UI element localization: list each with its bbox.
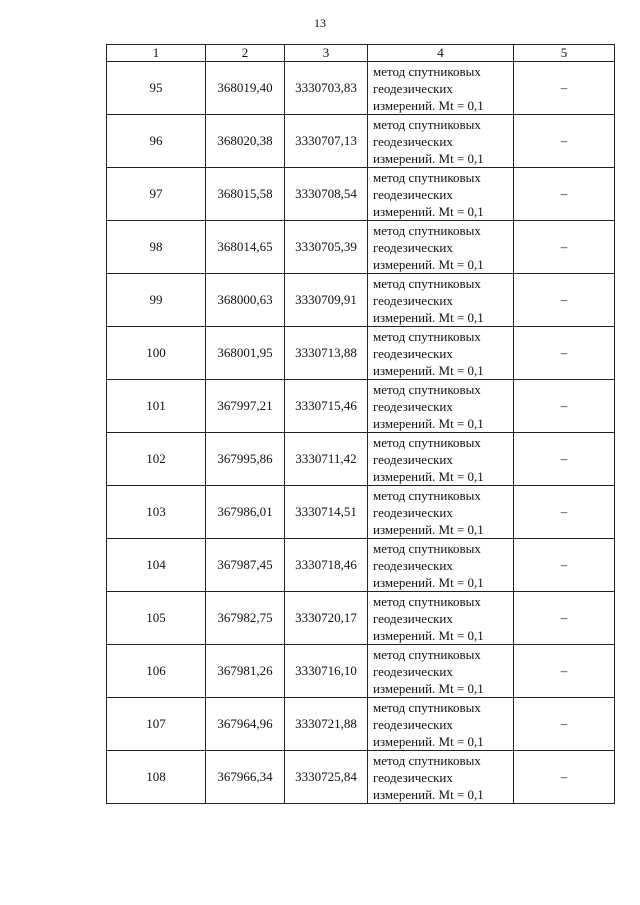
table-row bbox=[107, 751, 615, 804]
point-number-cell: 105 bbox=[107, 592, 206, 645]
x-coordinate-cell: 367981,26 bbox=[206, 645, 285, 698]
table-row bbox=[107, 327, 615, 380]
y-coordinate-cell: 3330715,46 bbox=[285, 380, 368, 433]
point-number-cell: 99 bbox=[107, 274, 206, 327]
method-text-line: измерений. Mt = 0,1 bbox=[373, 256, 484, 272]
method-text-line: измерений. Mt = 0,1 bbox=[373, 680, 484, 696]
method-cell bbox=[368, 221, 514, 274]
method-text-line: геодезических bbox=[373, 769, 453, 785]
y-coordinate-cell: 3330711,42 bbox=[285, 433, 368, 486]
method-text-line: метод спутниковых bbox=[373, 328, 481, 344]
point-number-cell: 102 bbox=[107, 433, 206, 486]
point-number-cell: 95 bbox=[107, 62, 206, 115]
method-text-line: метод спутниковых bbox=[373, 434, 481, 450]
note-cell: – bbox=[514, 592, 615, 645]
table-row bbox=[107, 62, 615, 115]
method-text-line: геодезических bbox=[373, 610, 453, 626]
point-number-cell: 106 bbox=[107, 645, 206, 698]
method-text-line: геодезических bbox=[373, 80, 453, 96]
method-text-line: геодезических bbox=[373, 239, 453, 255]
x-coordinate-cell: 367997,21 bbox=[206, 380, 285, 433]
method-cell bbox=[368, 433, 514, 486]
note-cell: – bbox=[514, 327, 615, 380]
point-number-cell: 97 bbox=[107, 168, 206, 221]
method-text-line: метод спутниковых bbox=[373, 752, 481, 768]
method-text-line: геодезических bbox=[373, 663, 453, 679]
method-text-line: метод спутниковых bbox=[373, 381, 481, 397]
method-cell bbox=[368, 327, 514, 380]
note-cell: – bbox=[514, 539, 615, 592]
table-row bbox=[107, 539, 615, 592]
y-coordinate-cell: 3330720,17 bbox=[285, 592, 368, 645]
table-row bbox=[107, 168, 615, 221]
method-text-line: метод спутниковых bbox=[373, 593, 481, 609]
method-text-line: геодезических bbox=[373, 133, 453, 149]
table-row bbox=[107, 698, 615, 751]
method-text-line: геодезических bbox=[373, 451, 453, 467]
note-cell: – bbox=[514, 115, 615, 168]
x-coordinate-cell: 368014,65 bbox=[206, 221, 285, 274]
x-coordinate-cell: 367966,34 bbox=[206, 751, 285, 804]
y-coordinate-cell: 3330725,84 bbox=[285, 751, 368, 804]
method-text-line: метод спутниковых bbox=[373, 275, 481, 291]
x-coordinate-cell: 367995,86 bbox=[206, 433, 285, 486]
method-cell bbox=[368, 592, 514, 645]
x-coordinate-cell: 368020,38 bbox=[206, 115, 285, 168]
method-text-line: измерений. Mt = 0,1 bbox=[373, 574, 484, 590]
method-cell bbox=[368, 274, 514, 327]
method-text-line: метод спутниковых bbox=[373, 222, 481, 238]
method-text-line: метод спутниковых bbox=[373, 540, 481, 556]
table-row bbox=[107, 645, 615, 698]
note-cell: – bbox=[514, 698, 615, 751]
method-text-line: измерений. Mt = 0,1 bbox=[373, 786, 484, 802]
method-text-line: измерений. Mt = 0,1 bbox=[373, 97, 484, 113]
method-cell bbox=[368, 168, 514, 221]
point-number-cell: 103 bbox=[107, 486, 206, 539]
method-text-line: измерений. Mt = 0,1 bbox=[373, 468, 484, 484]
point-number-cell: 108 bbox=[107, 751, 206, 804]
table-row bbox=[107, 433, 615, 486]
note-cell: – bbox=[514, 380, 615, 433]
method-text-line: измерений. Mt = 0,1 bbox=[373, 415, 484, 431]
note-cell: – bbox=[514, 433, 615, 486]
column-header-4: 4 bbox=[368, 45, 514, 62]
method-cell bbox=[368, 539, 514, 592]
method-cell bbox=[368, 751, 514, 804]
note-cell: – bbox=[514, 645, 615, 698]
table-body bbox=[107, 62, 615, 804]
x-coordinate-cell: 368019,40 bbox=[206, 62, 285, 115]
method-text-line: метод спутниковых bbox=[373, 116, 481, 132]
note-cell: – bbox=[514, 221, 615, 274]
table-row bbox=[107, 486, 615, 539]
y-coordinate-cell: 3330716,10 bbox=[285, 645, 368, 698]
y-coordinate-cell: 3330708,54 bbox=[285, 168, 368, 221]
page-number: 13 bbox=[314, 16, 326, 30]
x-coordinate-cell: 367986,01 bbox=[206, 486, 285, 539]
point-number-cell: 101 bbox=[107, 380, 206, 433]
column-header-1: 1 bbox=[107, 45, 206, 62]
column-header-5: 5 bbox=[514, 45, 615, 62]
point-number-cell: 100 bbox=[107, 327, 206, 380]
point-number-cell: 107 bbox=[107, 698, 206, 751]
method-cell bbox=[368, 380, 514, 433]
method-text-line: метод спутниковых bbox=[373, 646, 481, 662]
method-text-line: геодезических bbox=[373, 504, 453, 520]
method-cell bbox=[368, 486, 514, 539]
x-coordinate-cell: 368015,58 bbox=[206, 168, 285, 221]
method-cell bbox=[368, 62, 514, 115]
table-row bbox=[107, 380, 615, 433]
method-cell bbox=[368, 115, 514, 168]
y-coordinate-cell: 3330714,51 bbox=[285, 486, 368, 539]
method-text-line: метод спутниковых bbox=[373, 487, 481, 503]
y-coordinate-cell: 3330707,13 bbox=[285, 115, 368, 168]
note-cell: – bbox=[514, 168, 615, 221]
method-text-line: измерений. Mt = 0,1 bbox=[373, 150, 484, 166]
note-cell: – bbox=[514, 486, 615, 539]
method-text-line: метод спутниковых bbox=[373, 699, 481, 715]
method-text-line: геодезических bbox=[373, 292, 453, 308]
x-coordinate-cell: 368001,95 bbox=[206, 327, 285, 380]
method-text-line: геодезических bbox=[373, 716, 453, 732]
note-cell: – bbox=[514, 62, 615, 115]
method-text-line: измерений. Mt = 0,1 bbox=[373, 362, 484, 378]
method-cell bbox=[368, 645, 514, 698]
table-row bbox=[107, 592, 615, 645]
coordinates-table bbox=[106, 44, 615, 804]
note-cell: – bbox=[514, 274, 615, 327]
table-row bbox=[107, 221, 615, 274]
method-cell bbox=[368, 698, 514, 751]
y-coordinate-cell: 3330705,39 bbox=[285, 221, 368, 274]
y-coordinate-cell: 3330709,91 bbox=[285, 274, 368, 327]
method-text-line: метод спутниковых bbox=[373, 63, 481, 79]
x-coordinate-cell: 367982,75 bbox=[206, 592, 285, 645]
method-text-line: геодезических bbox=[373, 398, 453, 414]
table-row bbox=[107, 115, 615, 168]
table-row bbox=[107, 274, 615, 327]
x-coordinate-cell: 367964,96 bbox=[206, 698, 285, 751]
note-cell: – bbox=[514, 751, 615, 804]
method-text-line: измерений. Mt = 0,1 bbox=[373, 521, 484, 537]
table-header-row bbox=[107, 45, 615, 62]
method-text-line: геодезических bbox=[373, 345, 453, 361]
x-coordinate-cell: 368000,63 bbox=[206, 274, 285, 327]
method-text-line: метод спутниковых bbox=[373, 169, 481, 185]
y-coordinate-cell: 3330703,83 bbox=[285, 62, 368, 115]
point-number-cell: 104 bbox=[107, 539, 206, 592]
x-coordinate-cell: 367987,45 bbox=[206, 539, 285, 592]
point-number-cell: 96 bbox=[107, 115, 206, 168]
column-header-3: 3 bbox=[285, 45, 368, 62]
y-coordinate-cell: 3330718,46 bbox=[285, 539, 368, 592]
column-header-2: 2 bbox=[206, 45, 285, 62]
method-text-line: измерений. Mt = 0,1 bbox=[373, 203, 484, 219]
method-text-line: геодезических bbox=[373, 557, 453, 573]
method-text-line: измерений. Mt = 0,1 bbox=[373, 309, 484, 325]
method-text-line: измерений. Mt = 0,1 bbox=[373, 627, 484, 643]
method-text-line: измерений. Mt = 0,1 bbox=[373, 733, 484, 749]
point-number-cell: 98 bbox=[107, 221, 206, 274]
method-text-line: геодезических bbox=[373, 186, 453, 202]
y-coordinate-cell: 3330721,88 bbox=[285, 698, 368, 751]
y-coordinate-cell: 3330713,88 bbox=[285, 327, 368, 380]
